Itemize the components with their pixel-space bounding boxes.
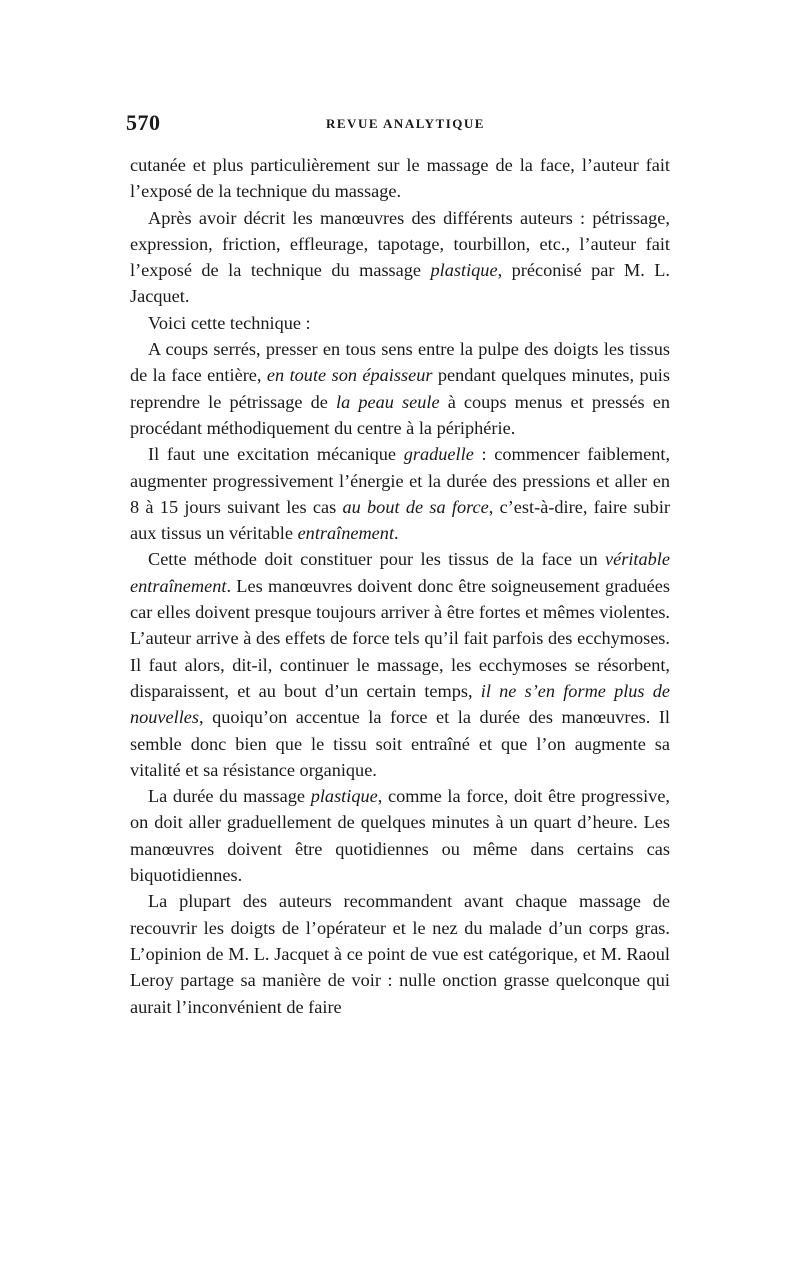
running-title: REVUE ANALYTIQUE — [326, 116, 485, 131]
paragraph-duration — [130, 783, 670, 888]
text-run: La plupart des auteurs recommandent avant chaque massage de recouvrir les doigts de l’opérateur et le nez du malade d’un corps gras. L’opinion de M. L. Jacquet à ce point de vue est catégorique, et M. Raoul Leroy partage sa manière de voir : nulle onction grasse quelconque qui aurait l’inconvénient de faire — [130, 891, 670, 1017]
page-number: 570 — [126, 110, 161, 135]
text-run: cutanée et plus particulièrement sur le massage de la face, l’auteur fait l’exposé de la technique du massage. — [130, 155, 670, 202]
text-run: , c’est-à-dire, faire subir aux tissus un véritable — [130, 496, 670, 544]
body-text — [130, 152, 670, 1020]
paragraph-method — [130, 546, 670, 783]
italic-text: véritable entraînement — [130, 549, 670, 596]
paragraph-technique-quote-1 — [130, 336, 670, 441]
text-run: La durée du massage — [148, 786, 311, 807]
page-header — [126, 110, 670, 144]
text-run: Il faut une excitation mécanique — [148, 444, 404, 465]
book-page — [126, 110, 671, 1020]
text-run: . — [394, 523, 399, 544]
italic-text: entraînement — [297, 523, 395, 544]
text-run: pendant quelques minutes, puis reprendre le pétrissage de — [130, 365, 670, 412]
italic-text: plastique — [310, 786, 378, 807]
paragraph-fatty-body — [130, 888, 670, 1019]
text-run: Cette méthode doit constituer pour les tissus de la face un — [148, 549, 606, 570]
italic-text: au bout de sa force — [342, 496, 489, 517]
paragraph-technique-quote-2 — [130, 441, 670, 546]
text-run: Voici cette technique : — [148, 312, 311, 333]
paragraph-manoeuvres — [130, 205, 670, 310]
italic-text: la peau seule — [336, 391, 440, 412]
text-run: . Les manœuvres doivent donc être soigneusement graduées car elles doivent presque toujours arriver à être fortes et mêmes violentes. L’auteur arrive à des effets de force tels qu’il fait parfois des ecchymoses. Il faut alors, dit-il, continuer le massage, les ecchymoses se résorbent, disparaissent, et au bout d’un certain temps, — [130, 575, 670, 701]
paragraph-continuation — [130, 152, 670, 205]
paragraph-technique-intro — [130, 310, 670, 336]
italic-text: il ne s’en forme plus de nouvelles — [130, 680, 670, 728]
text-run: à coups menus et pressés en procédant méthodiquement du centre à la périphérie. — [130, 391, 670, 438]
text-run: : commencer faiblement, augmenter progressivement l’énergie et la durée des pressions et aller en 8 à 15 jours suivant les cas — [130, 444, 671, 517]
text-run: Après avoir décrit les manœuvres des différents auteurs : pétrissage, expression, friction, effleurage, tapotage, tourbillon, etc., l’auteur fait l’exposé de la technique du massage — [130, 207, 670, 281]
text-run: , préconisé par M. L. Jacquet. — [130, 260, 670, 307]
italic-text: graduelle — [403, 444, 474, 465]
italic-text: en toute son épaisseur — [266, 365, 433, 386]
text-run: , comme la force, doit être progressive, on doit aller graduellement de quelques minutes à un quart d’heure. Les manœuvres doivent être quotidiennes ou même dans certains cas biquotidiennes. — [130, 786, 670, 886]
text-run: A coups serrés, presser en tous sens entre la pulpe des doigts les tissus de la face entière, — [130, 339, 670, 386]
italic-text: plastique — [430, 260, 498, 281]
text-run: , quoiqu’on accentue la force et la durée des manœuvres. Il semble donc bien que le tissu soit entraîné et que l’on augmente sa vitalité et sa résistance organique. — [130, 707, 670, 780]
